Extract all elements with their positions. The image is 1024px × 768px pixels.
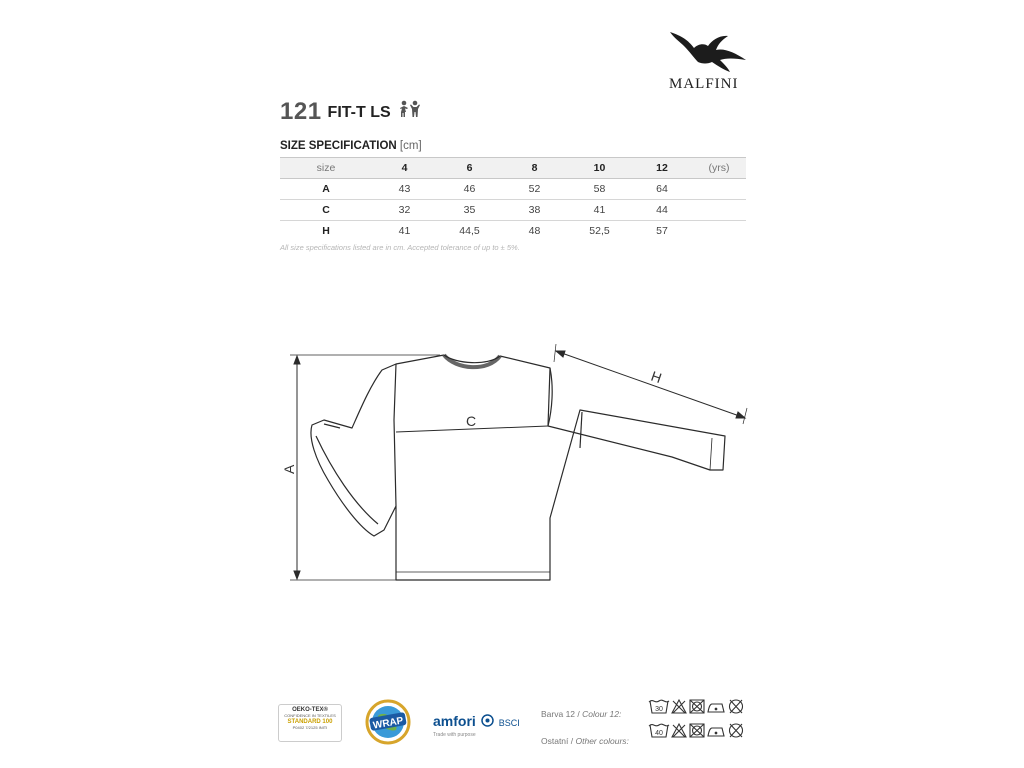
product-code: 121 — [280, 98, 322, 125]
wrap-label: WRAP — [372, 715, 405, 732]
size-header: 8 — [502, 158, 567, 179]
wash-temp: 30 — [655, 706, 663, 713]
table-cell: 52 — [502, 179, 567, 200]
spec-heading — [280, 140, 422, 152]
row-label: C — [280, 200, 372, 221]
amfori-logo-icon — [481, 714, 494, 727]
table-cell: 58 — [567, 179, 632, 200]
table-cell-empty — [692, 221, 746, 242]
size-header: 12 — [632, 158, 692, 179]
oeko-sub: CONFIDENCE IN TEXTILES — [284, 713, 336, 718]
dimension-h-line — [556, 351, 745, 418]
size-header-label: size — [280, 158, 372, 179]
table-header-row — [280, 158, 746, 179]
table-cell: 44,5 — [459, 225, 480, 237]
size-header: 10 — [567, 158, 632, 179]
table-cell: 43 — [372, 179, 437, 200]
wash-temp: 40 — [655, 730, 663, 737]
size-header: 4 — [372, 158, 437, 179]
table-cell-empty — [692, 200, 746, 221]
table-cell: 41 — [398, 225, 411, 237]
table-cell: 48 — [528, 225, 541, 237]
spec-heading-text: SIZE SPECIFICATION — [280, 140, 397, 152]
size-header: 6 — [437, 158, 502, 179]
table-row — [280, 200, 746, 221]
amfori-tagline: Trade with purpose — [433, 732, 476, 738]
oeko-tex-badge — [278, 704, 342, 742]
product-name: FIT-T LS — [327, 104, 391, 121]
row-label: H — [322, 225, 330, 237]
label-h: H — [649, 367, 664, 387]
table-cell: 57 — [656, 225, 668, 237]
table-row — [280, 221, 746, 242]
care-symbols-colour-12 — [648, 697, 748, 717]
table-cell-empty — [692, 179, 746, 200]
no-bleach-icon — [672, 724, 686, 737]
table-cell: 64 — [632, 179, 692, 200]
bsci-label: BSCI — [498, 718, 520, 728]
label-c: C — [466, 413, 477, 429]
product-title — [280, 98, 421, 126]
size-table — [280, 157, 746, 241]
colour-line-2: Ostatní / Other colours: — [541, 736, 629, 746]
tolerance-note: All size specifications listed are in cm. Accepted tolerance of up to ± 5%. — [280, 243, 520, 252]
eagle-icon — [668, 26, 748, 74]
care-symbols-other — [648, 721, 748, 741]
brand-name: MALFINI — [669, 76, 739, 92]
label-a: A — [281, 464, 297, 474]
size-unit: (yrs) — [692, 158, 746, 179]
oeko-standard: STANDARD 100 — [287, 719, 333, 725]
amfori-badge — [433, 713, 520, 738]
table-cell: 35 — [437, 200, 502, 221]
colour-line-1: Barva 12 / Colour 12: — [541, 709, 622, 719]
brand-logo — [660, 26, 760, 96]
shirt-diagram — [280, 340, 760, 590]
table-cell: 41 — [567, 200, 632, 221]
no-bleach-icon — [672, 700, 686, 713]
children-icon — [399, 100, 421, 123]
row-label: A — [280, 179, 372, 200]
oeko-title: OEKO-TEX® — [292, 707, 328, 713]
wrap-badge — [358, 698, 418, 751]
table-cell: 44 — [632, 200, 692, 221]
oeko-number: P0402 7/2125 INITI — [292, 725, 328, 730]
table-cell: 32 — [372, 200, 437, 221]
spec-unit: [cm] — [399, 140, 422, 152]
table-cell: 46 — [437, 179, 502, 200]
table-cell: 38 — [502, 200, 567, 221]
wrap-globe-icon — [358, 698, 418, 746]
table-row — [280, 179, 746, 200]
table-cell: 52,5 — [589, 225, 610, 237]
colour-lines — [541, 701, 629, 755]
amfori-name: amfori — [433, 713, 476, 729]
